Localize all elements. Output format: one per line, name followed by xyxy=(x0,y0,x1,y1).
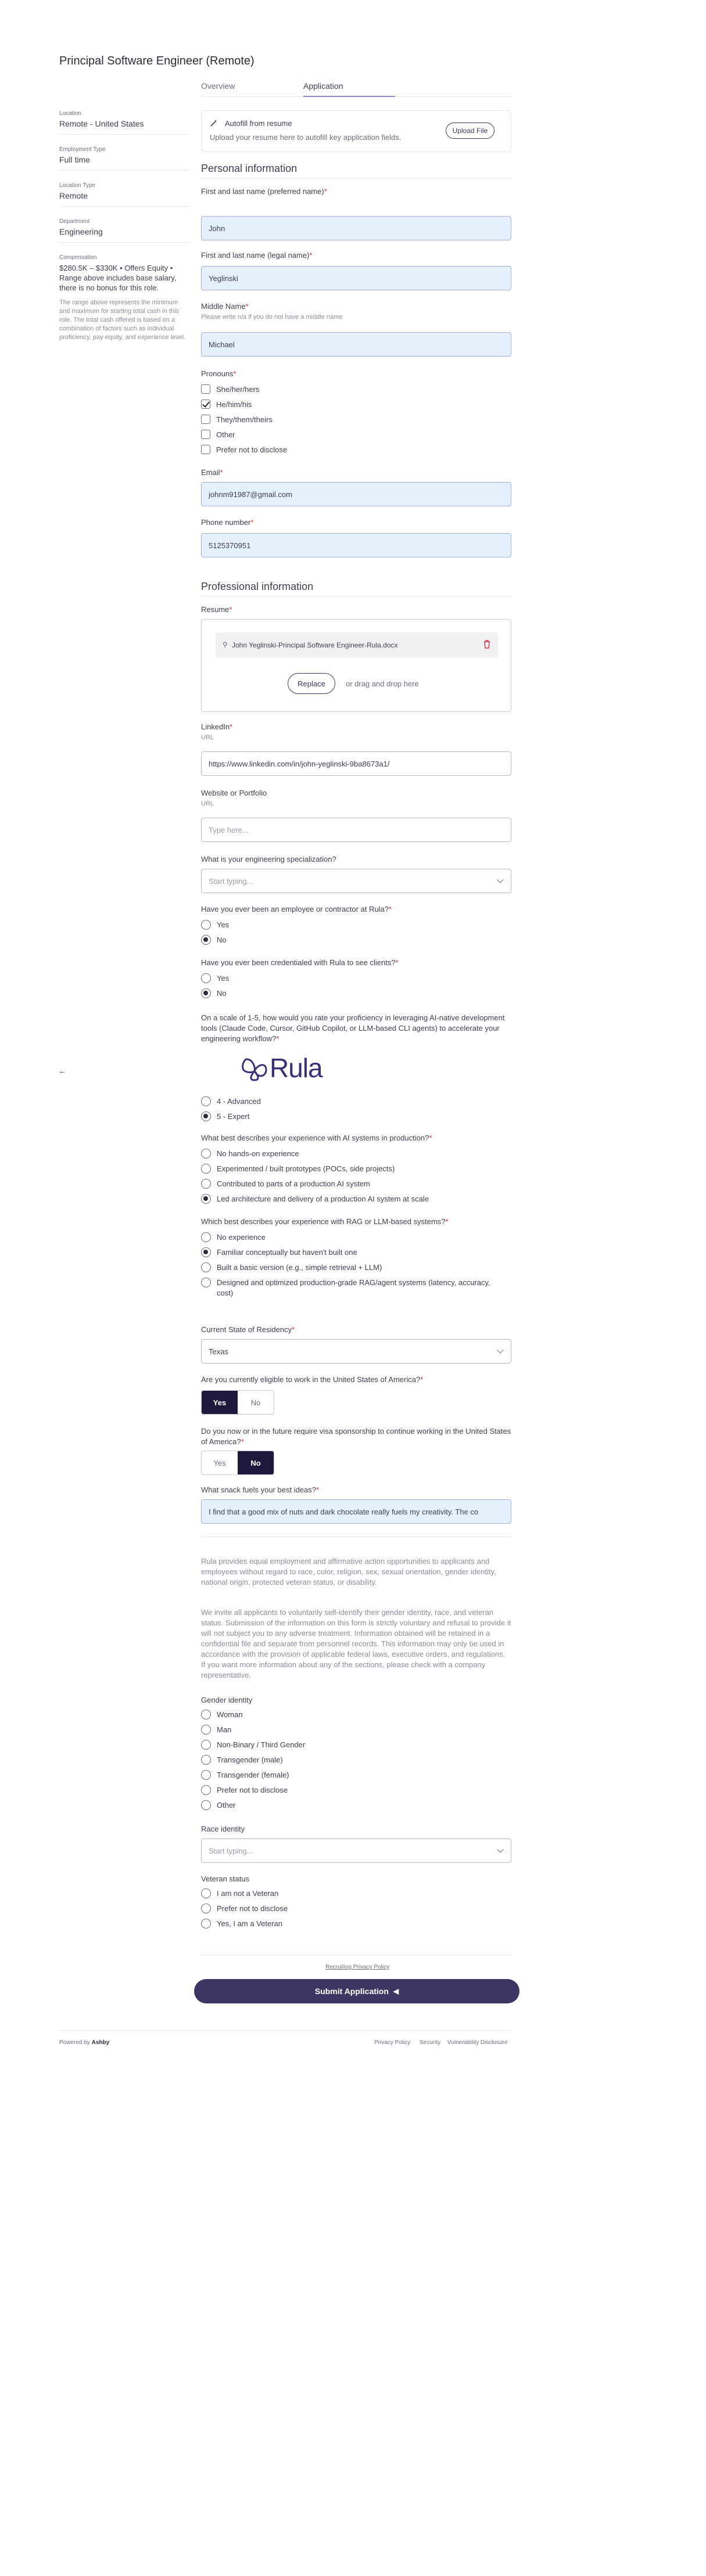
linkedin-hint: URL xyxy=(201,734,214,741)
privacy-policy-link[interactable]: Recruiting Privacy Policy xyxy=(325,1964,390,1970)
radio[interactable] xyxy=(201,1164,211,1174)
paperclip-icon: ⚲ xyxy=(223,641,228,649)
website-label: Website or Portfolio xyxy=(201,789,267,797)
tab-application[interactable]: Application xyxy=(303,81,343,91)
pronoun-option[interactable]: She/her/hers xyxy=(201,384,259,394)
powered-by: Powered by Ashby xyxy=(59,2039,110,2046)
rag-option[interactable]: Designed and optimized production-grade RAG/agent systems (latency, accuracy, cost) xyxy=(201,1278,511,1298)
website-input[interactable]: Type here... xyxy=(201,818,511,842)
gender-option[interactable]: Transgender (female) xyxy=(201,1770,289,1780)
pronoun-option[interactable]: He/him/his xyxy=(201,400,252,409)
ai-systems-option[interactable]: Experimented / built prototypes (POCs, side projects) xyxy=(201,1164,395,1174)
sponsorship-label: Do you now or in the future require visa sponsorship to continue working in the United States of America?* xyxy=(201,1427,511,1446)
middle-name-input[interactable]: Michael xyxy=(201,332,511,357)
eeo-invitation: We invite all applicants to voluntarily self-identify their gender identity, race, and veteran status. Submission of the information on this form is strictly voluntary and refusal to provide it will not subject you to any adverse treatment. Information obtained will be retained in a confidential file and separate from personnel records. This information may only be used in accordance with the provision of applicable federal laws, executive orders, and regulations. If you want more information about any of the sections, please check with a company representative. xyxy=(201,1608,511,1679)
chevron-down-icon xyxy=(497,1347,503,1353)
residency-label: Current State of Residency* xyxy=(201,1325,295,1334)
credentialed-no[interactable]: No xyxy=(201,988,227,998)
compensation-value: $280.5K – $330K • Offers Equity • Range above includes base salary, there is no bonus for this role. xyxy=(59,264,177,292)
credentialed-yes[interactable]: Yes xyxy=(201,973,229,983)
radio-selected[interactable] xyxy=(201,935,211,945)
rag-option[interactable]: Built a basic version (e.g., simple retrieval + LLM) xyxy=(201,1262,382,1272)
eligible-no-button[interactable]: No xyxy=(250,1398,261,1407)
page-footer-divider xyxy=(59,2030,511,2031)
credentialed-label: Have you ever been credentialed with Rula to see clients?* xyxy=(201,958,399,967)
radio[interactable] xyxy=(201,1262,211,1272)
race-select[interactable]: Start typing... xyxy=(201,1839,511,1863)
checkbox[interactable] xyxy=(201,430,210,439)
residency-select[interactable]: Texas xyxy=(201,1339,511,1363)
middle-name-label: Middle Name* xyxy=(201,302,249,311)
rula-employee-label: Have you ever been an employee or contractor at Rula?* xyxy=(201,905,392,913)
footer-vulnerability-link[interactable]: Vulnerability Disclosure xyxy=(447,2039,508,2046)
compensation-note: The range above represents the minimum and maximum for starting total cash in this role. The total cash offered is based on a combination of factors such as individual proficiency, pay equity, and experience level. xyxy=(59,299,186,341)
radio[interactable] xyxy=(201,1725,211,1735)
rula-logo-text: Rula xyxy=(270,1053,322,1083)
radio[interactable] xyxy=(201,1740,211,1750)
radio[interactable] xyxy=(201,920,211,930)
radio[interactable] xyxy=(201,1179,211,1189)
radio-selected[interactable] xyxy=(201,1247,211,1257)
race-label: Race identity xyxy=(201,1825,245,1833)
eligible-toggle[interactable] xyxy=(201,1390,274,1415)
gender-option[interactable]: Non-Binary / Third Gender xyxy=(201,1740,305,1750)
preferred-name-input[interactable]: John xyxy=(201,216,511,240)
eligible-label: Are you currently eligible to work in the United States of America?* xyxy=(201,1375,424,1384)
rag-option[interactable]: No experience xyxy=(201,1232,266,1242)
department-value: Engineering xyxy=(59,227,103,236)
resume-file-name: John Yeglinski-Principal Software Engineer-Rula.docx xyxy=(232,641,398,649)
eeo-statement: Rula provides equal employment and affirmative action opportunities to applicants and employees without regard to race, color, religion, sex, sexual orientation, gender identity, national origin, protected veteran status, or disability. xyxy=(201,1557,496,1586)
ai-systems-option[interactable]: Contributed to parts of a production AI system xyxy=(201,1179,370,1189)
footer-privacy-link[interactable]: Privacy Policy xyxy=(374,2039,411,2046)
middle-name-hint: Please write n/a if you do not have a middle name xyxy=(201,314,343,321)
phone-field[interactable]: 5125370951 xyxy=(201,533,511,557)
radio-selected[interactable] xyxy=(201,1111,211,1121)
replace-button[interactable]: Replace xyxy=(288,673,335,694)
checkbox[interactable] xyxy=(201,445,210,454)
ai-systems-option[interactable]: Led architecture and delivery of a production AI system at scale xyxy=(201,1194,429,1204)
pronoun-option[interactable]: They/them/theirs xyxy=(201,415,273,424)
radio[interactable] xyxy=(201,1710,211,1719)
sponsorship-toggle[interactable] xyxy=(201,1451,274,1475)
location-value: Remote - United States xyxy=(59,119,144,128)
scale-option[interactable]: 4 - Advanced xyxy=(201,1096,261,1106)
gender-label: Gender identity xyxy=(201,1696,253,1704)
location-type-value: Remote xyxy=(59,191,88,200)
radio[interactable] xyxy=(201,1770,211,1780)
radio[interactable] xyxy=(201,1755,211,1765)
rula-logo-mark xyxy=(241,1057,268,1081)
autofill-card xyxy=(201,110,511,152)
phone-label: Phone number* xyxy=(201,518,254,527)
veteran-option[interactable]: Prefer not to disclose xyxy=(201,1904,288,1913)
tab-application-indicator xyxy=(303,96,395,97)
eligible-yes-button[interactable]: Yes xyxy=(202,1391,238,1414)
radio[interactable] xyxy=(201,1904,211,1913)
specialization-select[interactable]: Start typing... xyxy=(201,869,511,893)
rag-label: Which best describes your experience with RAG or LLM-based systems?* xyxy=(201,1217,449,1226)
snack-input[interactable]: I find that a good mix of nuts and dark chocolate really fuels my creativity. The co xyxy=(201,1499,511,1524)
personal-info-title: Personal information xyxy=(201,163,298,174)
compensation-label: Compensation xyxy=(59,254,97,261)
department-label: Department xyxy=(59,218,90,225)
magic-wand-icon xyxy=(210,119,218,127)
sponsorship-no-button[interactable]: No xyxy=(238,1451,274,1474)
preferred-name-label: First and last name (preferred name)* xyxy=(201,187,327,196)
employment-type-value: Full time xyxy=(59,155,90,164)
upload-file-button[interactable]: Upload File xyxy=(446,123,494,139)
veteran-label: Veteran status xyxy=(201,1875,250,1883)
specialization-label: What is your engineering specialization? xyxy=(201,855,336,864)
rag-option[interactable]: Familiar conceptually but haven't built one xyxy=(201,1247,357,1257)
radio[interactable] xyxy=(201,1888,211,1898)
radio[interactable] xyxy=(201,1278,211,1287)
gender-option[interactable]: Prefer not to disclose xyxy=(201,1785,288,1795)
gender-option[interactable]: Man xyxy=(201,1725,231,1735)
rula-employee-yes[interactable]: Yes xyxy=(201,920,229,930)
radio[interactable] xyxy=(201,1800,211,1810)
linkedin-label: LinkedIn* xyxy=(201,722,233,731)
radio[interactable] xyxy=(201,1232,211,1242)
employment-type-label: Employment Type xyxy=(59,146,106,153)
ai-systems-label: What best describes your experience with AI systems in production?* xyxy=(201,1134,432,1142)
legal-name-input[interactable]: Yeglinski xyxy=(201,266,511,290)
resume-label: Resume* xyxy=(201,605,232,614)
autofill-title: Autofill from resume xyxy=(225,119,292,128)
pronoun-option[interactable]: Prefer not to disclose xyxy=(201,445,287,454)
pronoun-option[interactable]: Other xyxy=(201,430,235,439)
ashby-logo[interactable]: Ashby xyxy=(91,2039,110,2046)
location-type-label: Location Type xyxy=(59,182,96,189)
legal-name-label: First and last name (legal name)* xyxy=(201,251,313,260)
radio[interactable] xyxy=(201,1096,211,1106)
radio[interactable] xyxy=(201,1785,211,1795)
scale-option[interactable]: 5 - Expert xyxy=(201,1111,249,1121)
linkedin-input[interactable]: https://www.linkedin.com/in/john-yeglinski-9ba8673a1/ xyxy=(201,751,511,776)
radio[interactable] xyxy=(201,1149,211,1159)
radio-selected[interactable] xyxy=(201,1194,211,1204)
ai-tools-label: On a scale of 1-5, how would you rate your proficiency in leveraging AI-native development tools (Claude Code, Cursor, GitHub Copilot, or LLM-based CLI agents) to accelerate your engineering workflow?* xyxy=(201,1013,505,1043)
gender-option[interactable]: Transgender (male) xyxy=(201,1755,283,1765)
radio[interactable] xyxy=(201,973,211,983)
veteran-option[interactable]: I am not a Veteran xyxy=(201,1888,278,1898)
professional-info-title: Professional information xyxy=(201,581,314,592)
sponsorship-yes-button[interactable]: Yes xyxy=(213,1458,226,1467)
chevron-down-icon xyxy=(497,1846,503,1852)
website-hint: URL xyxy=(201,800,214,807)
tab-overview[interactable]: Overview xyxy=(201,81,235,91)
checkbox[interactable] xyxy=(201,415,210,424)
checkbox[interactable] xyxy=(201,384,210,394)
gender-option[interactable]: Other xyxy=(201,1800,236,1810)
trash-icon[interactable] xyxy=(483,639,491,649)
location-label: Location xyxy=(59,110,81,117)
pronouns-label: Pronouns* xyxy=(201,369,236,378)
submit-application-button[interactable]: Submit Application ◀ xyxy=(194,1979,519,2003)
chevron-down-icon xyxy=(497,876,503,883)
ai-systems-option[interactable]: No hands-on experience xyxy=(201,1149,299,1159)
job-title: Principal Software Engineer (Remote) xyxy=(59,55,255,67)
email-field[interactable]: johnm91987@gmail.com xyxy=(201,482,511,506)
send-icon: ◀ xyxy=(393,1987,399,1995)
snack-label: What snack fuels your best ideas?* xyxy=(201,1485,320,1494)
veteran-option[interactable]: Yes, I am a Veteran xyxy=(201,1919,282,1929)
resume-dropzone[interactable] xyxy=(201,619,511,712)
radio[interactable] xyxy=(201,1919,211,1929)
gender-option[interactable]: Woman xyxy=(201,1710,243,1719)
radio-selected[interactable] xyxy=(201,988,211,998)
checkbox-checked[interactable] xyxy=(201,400,210,409)
email-label: Email* xyxy=(201,468,223,477)
drag-drop-text: or drag and drop here xyxy=(346,679,419,688)
rula-employee-no[interactable]: No xyxy=(201,935,227,945)
rula-logo xyxy=(241,1052,339,1085)
resume-file-chip xyxy=(216,632,498,658)
autofill-subtitle: Upload your resume here to autofill key application fields. xyxy=(210,133,402,142)
back-arrow-icon[interactable]: ← xyxy=(58,1066,66,1075)
footer-security-link[interactable]: Security xyxy=(420,2039,441,2046)
